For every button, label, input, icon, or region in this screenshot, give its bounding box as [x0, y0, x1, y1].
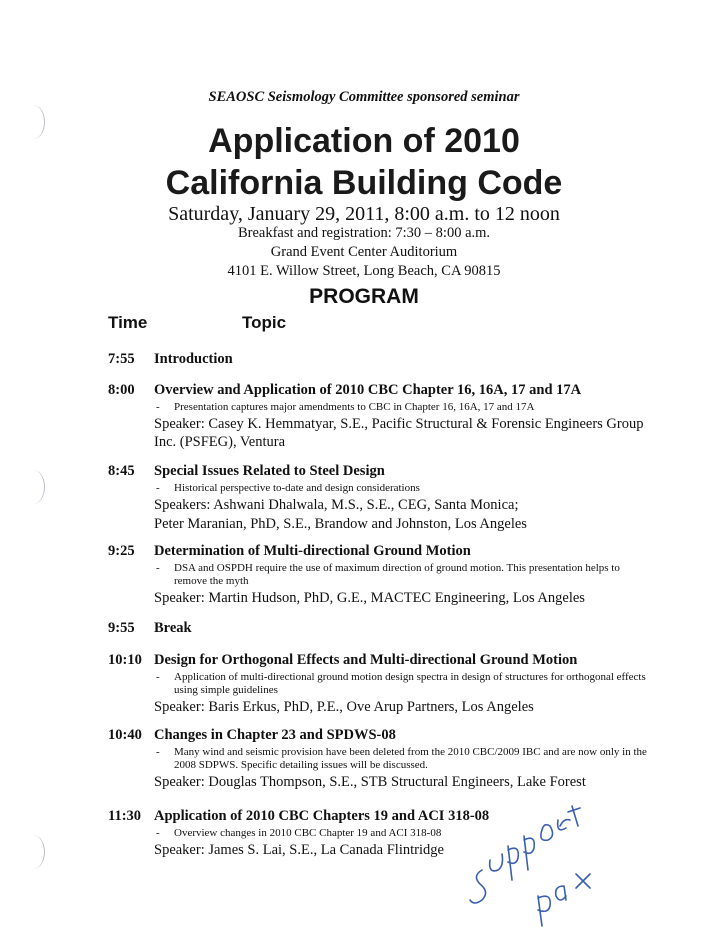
item-topic: Design for Orthogonal Effects and Multi-directional Ground Motion — [154, 652, 578, 668]
item-speaker: Speaker: Baris Erkus, PhD, P.E., Ove Arup Partners, Los Angeles — [154, 699, 534, 715]
item-topic: Application of 2010 CBC Chapters 19 and ACI 318-08 — [154, 808, 490, 824]
item-topic: Break — [154, 620, 192, 636]
program-heading: PROGRAM — [309, 285, 419, 308]
punch-hole — [22, 835, 45, 869]
item-description-text: DSA and OSPDH require the use of maximum direction of ground motion. This presentation helps to remove the myth — [174, 562, 620, 587]
item-description: - Overview changes in 2010 CBC Chapter 19 and ACI 318-08 — [156, 827, 442, 839]
title-line-2: California Building Code — [165, 164, 563, 202]
item-description-text: Application of multi-directional ground motion design spectra in design of structures for orthogonal effects using simple guidelines — [174, 671, 646, 696]
item-time: 7:55 — [108, 351, 135, 367]
item-speaker-2: Peter Maranian, PhD, S.E., Brandow and Johnston, Los Angeles — [154, 516, 527, 532]
item-topic: Changes in Chapter 23 and SPDWS-08 — [154, 727, 396, 743]
venue-name: Grand Event Center Auditorium — [270, 244, 458, 260]
item-speaker: Speaker: Casey K. Hemmatyar, S.E., Pacific Structural & Forensic Engineers Group Inc. (PSFEG), Ventura — [154, 416, 644, 450]
item-time: 8:00 — [108, 382, 135, 398]
item-time: 9:25 — [108, 543, 135, 559]
title-line-1: Application of 2010 — [208, 122, 520, 160]
item-topic: Special Issues Related to Steel Design — [154, 463, 385, 479]
event-date: Saturday, January 29, 2011, 8:00 a.m. to 12 noon — [168, 203, 560, 225]
item-time: 10:10 — [108, 652, 142, 668]
item-topic: Overview and Application of 2010 CBC Chapter 16, 16A, 17 and 17A — [154, 382, 582, 398]
item-description-text: Historical perspective to-date and design considerations — [174, 482, 420, 494]
item-description-text: Overview changes in 2010 CBC Chapter 19 and ACI 318-08 — [174, 827, 442, 839]
item-speaker: Speaker: Douglas Thompson, S.E., STB Structural Engineers, Lake Forest — [154, 774, 586, 790]
item-description-text: Many wind and seismic provision have been deleted from the 2010 CBC/2009 IBC and are now only in the 2008 SDPWS. Specific detailing issues will be discussed. — [174, 746, 647, 771]
item-description-text: Presentation captures major amendments to CBC in Chapter 16, 16A, 17 and 17A — [174, 401, 535, 413]
item-topic: Determination of Multi-directional Ground Motion — [154, 543, 471, 559]
item-description: - Application of multi-directional ground motion design spectra in design of structures for orthogonal effects using simple guidelines — [156, 671, 646, 696]
item-topic: Introduction — [154, 351, 233, 367]
handwritten-note — [464, 790, 624, 930]
item-time: 9:55 — [108, 620, 135, 636]
time-column-header: Time — [108, 313, 148, 332]
item-speaker: Speakers: Ashwani Dhalwala, M.S., S.E., CEG, Santa Monica; — [154, 497, 519, 513]
item-description: - DSA and OSPDH require the use of maximum direction of ground motion. This presentation helps to remove the myth — [156, 562, 620, 587]
topic-column-header: Topic — [242, 313, 287, 332]
punch-hole — [22, 470, 45, 504]
seminar-subtitle: SEAOSC Seismology Committee sponsored seminar — [208, 89, 520, 105]
item-description: - Many wind and seismic provision have been deleted from the 2010 CBC/2009 IBC and are now only in the 2008 SDPWS. Specific detailing issues will be discussed. — [156, 746, 647, 771]
item-description: - Historical perspective to-date and design considerations — [156, 482, 420, 494]
item-speaker: Speaker: James S. Lai, S.E., La Canada Flintridge — [154, 842, 444, 858]
breakfast-info: Breakfast and registration: 7:30 – 8:00 a.m. — [237, 225, 491, 241]
item-time: 10:40 — [108, 727, 142, 743]
item-description: - Presentation captures major amendments to CBC in Chapter 16, 16A, 17 and 17A — [156, 401, 535, 413]
item-time: 8:45 — [108, 463, 135, 479]
item-speaker: Speaker: Martin Hudson, PhD, G.E., MACTEC Engineering, Los Angeles — [154, 590, 585, 606]
venue-address: 4101 E. Willow Street, Long Beach, CA 90815 — [227, 263, 501, 279]
item-time: 11:30 — [108, 808, 142, 824]
